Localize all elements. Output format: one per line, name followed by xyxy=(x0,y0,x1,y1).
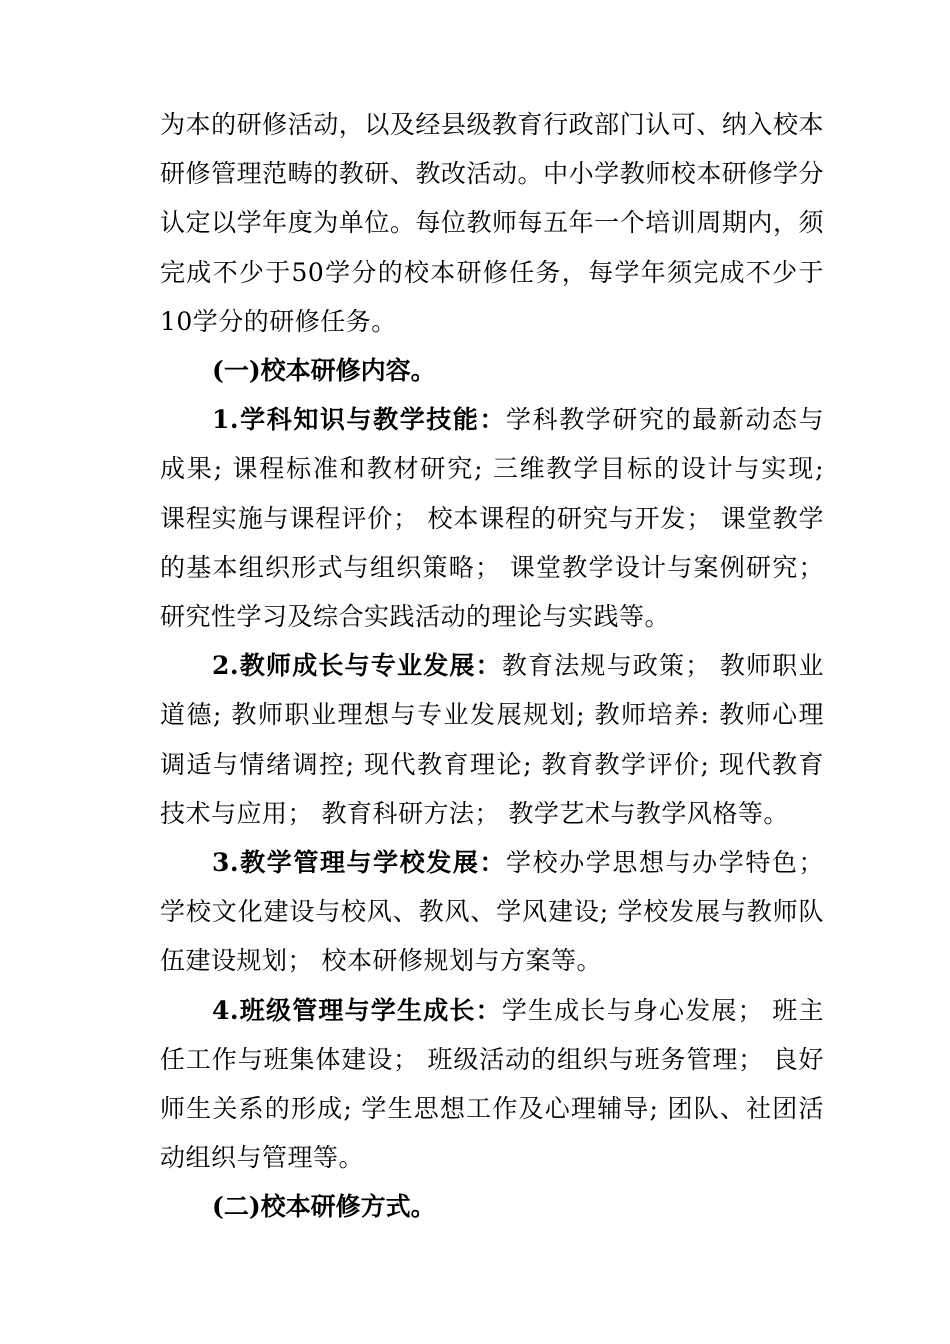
item-text-3: 学校办学思想与办学特色； 学校文化建设与校风、教风、学风建设; 学校发展与教师队伍建设规划； 校本研修规划与方案等。 xyxy=(160,848,824,976)
item-paragraph-2 xyxy=(160,641,824,838)
item-paragraph-1 xyxy=(160,395,824,641)
item-paragraph-4 xyxy=(160,986,824,1183)
item-text-1: 学科教学研究的最新动态与成果; 课程标准和教材研究; 三维教学目标的设计与实现; 课程实施与课程评价； 校本课程的研究与开发； 课堂教学的基本组织形式与组织策略； 课堂教学设计与案例研究； 研究性学习及综合实践活动的理论与实践等。 xyxy=(160,405,824,632)
item-lead-1: 1.学科知识与教学技能： xyxy=(212,405,507,435)
section-heading-methods: (二)校本研修方式。 xyxy=(212,1192,436,1222)
item-paragraph-3 xyxy=(160,838,824,986)
item-lead-3: 3.教学管理与学校发展： xyxy=(212,848,507,878)
section-heading-content: (一)校本研修内容。 xyxy=(212,356,436,386)
intro-paragraph: 为本的研修活动，以及经县级教育行政部门认可、纳入校本研修管理范畴的教研、教改活动。中小学教师校本研修学分认定以学年度为单位。每位教师每五年一个培训周期内，须完成不少于50学分的校本研修任务，每学年须完成不少于10学分的研修任务。 xyxy=(160,110,824,336)
item-text-4: 学生成长与身心发展； 班主任工作与班集体建设； 班级活动的组织与班务管理； 良好师生关系的形成; 学生思想工作及心理辅导; 团队、社团活动组织与管理等。 xyxy=(160,995,824,1173)
document-page xyxy=(160,100,824,1232)
item-text-2: 教育法规与政策； 教师职业道德; 教师职业理想与专业发展规划; 教师培养: 教师心理调适与情绪调控; 现代教育理论; 教育教学评价; 现代教育技术与应用； 教育科研方法； 教学艺术与教学风格等。 xyxy=(160,651,824,828)
item-lead-2: 2.教师成长与专业发展： xyxy=(212,651,502,681)
item-lead-4: 4.班级管理与学生成长： xyxy=(212,995,502,1025)
